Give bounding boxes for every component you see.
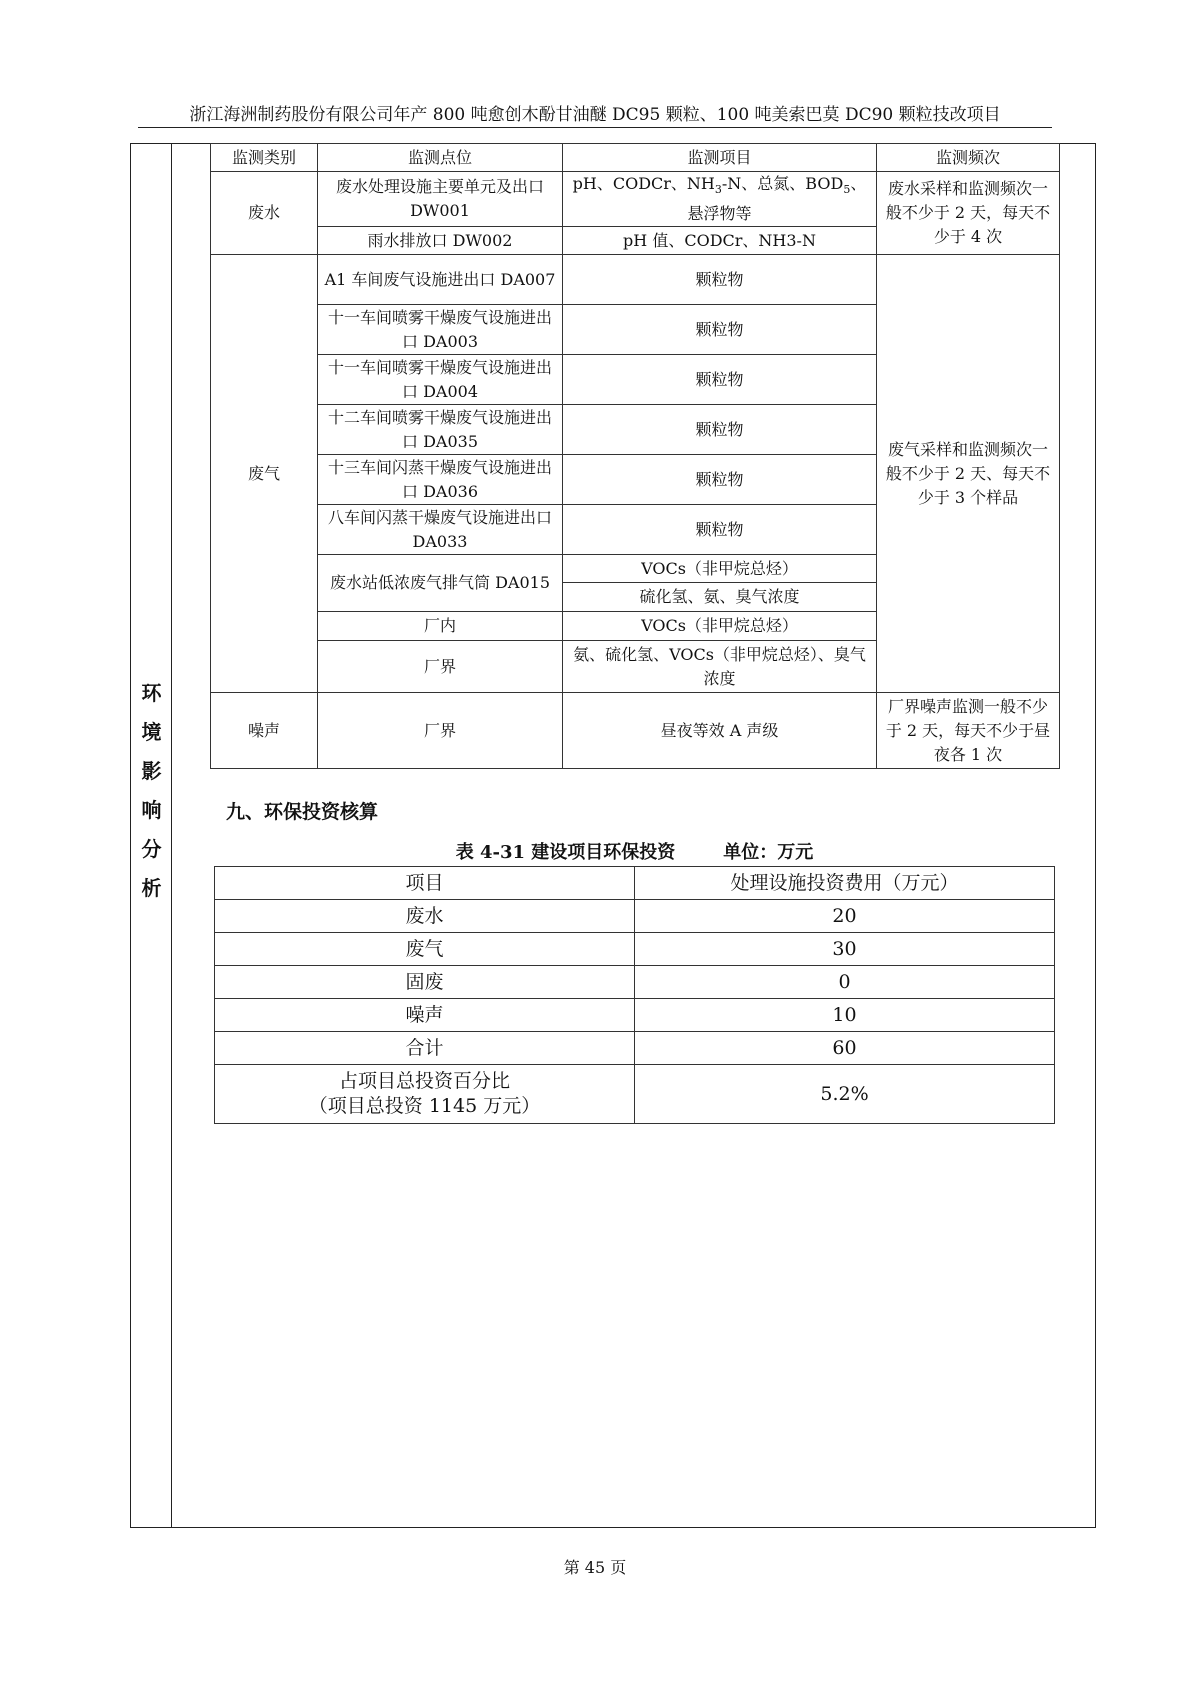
investment-table [214, 866, 1055, 1124]
table-caption [210, 838, 1059, 864]
item-cell: 颗粒物 [563, 505, 877, 555]
point-cell: 十一车间喷雾干燥废气设施进出口 DA004 [318, 355, 563, 405]
item-cell: 颗粒物 [563, 405, 877, 455]
item-cell: 颗粒物 [563, 455, 877, 505]
side-label-char: 境 [141, 720, 162, 744]
header-cell: 监测项目 [563, 144, 877, 172]
side-label-char: 响 [141, 798, 162, 822]
page-header: 浙江海洲制药股份有限公司年产 800 吨愈创木酚甘油醚 DC95 颗粒、100 吨美索巴莫 DC90 颗粒技改项目 [189, 105, 1001, 125]
item-cell: 废水 [215, 900, 635, 933]
frequency-cell: 厂界噪声监测一般不少于 2 天，每天不少于昼夜各 1 次 [877, 693, 1060, 769]
caption-text: 表 4-31 建设项目环保投资 [455, 842, 676, 863]
table-row [215, 999, 1055, 1032]
item-cell: 颗粒物 [563, 255, 877, 305]
table-row [211, 172, 1060, 227]
table-row [215, 933, 1055, 966]
point-cell: 厂界 [318, 693, 563, 769]
header-cell: 监测类别 [211, 144, 318, 172]
item-cell: 颗粒物 [563, 355, 877, 405]
category-cell: 废气 [211, 255, 318, 693]
item-cell: pH 值、CODCr、NH3-N [563, 227, 877, 255]
side-label [131, 674, 172, 908]
item-cell: 颗粒物 [563, 305, 877, 355]
table-row [211, 255, 1060, 305]
table-row [215, 900, 1055, 933]
side-label-char: 析 [141, 876, 162, 900]
point-cell: 废水处理设施主要单元及出口 DW001 [318, 172, 563, 227]
value-cell: 0 [635, 966, 1055, 999]
item-cell: 固废 [215, 966, 635, 999]
header-rule [138, 127, 1052, 128]
item-cell: 噪声 [215, 999, 635, 1032]
caption-unit: 单位：万元 [723, 842, 814, 863]
item-cell: 昼夜等效 A 声级 [563, 693, 877, 769]
item-cell: 合计 [215, 1032, 635, 1065]
point-cell: 厂内 [318, 612, 563, 641]
table-row [211, 693, 1060, 769]
point-cell: 雨水排放口 DW002 [318, 227, 563, 255]
side-label-char: 分 [141, 837, 162, 861]
point-cell: 废水站低浓废气排气筒 DA015 [318, 555, 563, 612]
header-cell: 处理设施投资费用（万元） [635, 867, 1055, 900]
ratio-label: 占项目总投资百分比 [338, 1070, 510, 1092]
point-cell: 十二车间喷雾干燥废气设施进出口 DA035 [318, 405, 563, 455]
point-cell: 十三车间闪蒸干燥废气设施进出口 DA036 [318, 455, 563, 505]
item-cell: VOCs（非甲烷总烃） [563, 612, 877, 641]
item-cell: 氨、硫化氢、VOCs（非甲烷总烃）、臭气浓度 [563, 641, 877, 693]
item-cell [215, 1065, 635, 1124]
table-row [215, 966, 1055, 999]
item-cell: 硫化氢、氨、臭气浓度 [563, 583, 877, 612]
item-cell: VOCs（非甲烷总烃） [563, 555, 877, 583]
ratio-label-note: （项目总投资 1145 万元） [308, 1095, 541, 1117]
category-cell: 噪声 [211, 693, 318, 769]
point-cell: 厂界 [318, 641, 563, 693]
side-label-char: 环 [141, 681, 162, 705]
page-number: 第 45 页 [563, 1558, 627, 1577]
header-cell: 项目 [215, 867, 635, 900]
value-cell: 10 [635, 999, 1055, 1032]
point-cell: A1 车间废气设施进出口 DA007 [318, 255, 563, 305]
category-cell: 废水 [211, 172, 318, 255]
point-cell: 十一车间喷雾干燥废气设施进出口 DA003 [318, 305, 563, 355]
table-header-row [211, 144, 1060, 172]
section-title: 九、环保投资核算 [226, 801, 379, 823]
header-cell: 监测点位 [318, 144, 563, 172]
side-column [131, 144, 172, 1527]
frequency-cell: 废气采样和监测频次一般不少于 2 天、每天不少于 3 个样品 [877, 255, 1060, 693]
header-cell: 监测频次 [877, 144, 1060, 172]
table-header-row [215, 867, 1055, 900]
value-cell: 60 [635, 1032, 1055, 1065]
table-row [215, 1032, 1055, 1065]
value-cell: 20 [635, 900, 1055, 933]
item-cell: pH、CODCr、$NH_3-N$、总氮、$BOD_5$、悬浮物等 [563, 172, 877, 227]
side-label-char: 影 [141, 759, 162, 783]
value-cell: 30 [635, 933, 1055, 966]
point-cell: 八车间闪蒸干燥废气设施进出口 DA033 [318, 505, 563, 555]
item-cell: 废气 [215, 933, 635, 966]
monitoring-table [210, 143, 1060, 769]
table-row [215, 1065, 1055, 1124]
frequency-cell: 废水采样和监测频次一般不少于 2 天，每天不少于 4 次 [877, 172, 1060, 255]
value-cell: 5.2% [635, 1065, 1055, 1124]
